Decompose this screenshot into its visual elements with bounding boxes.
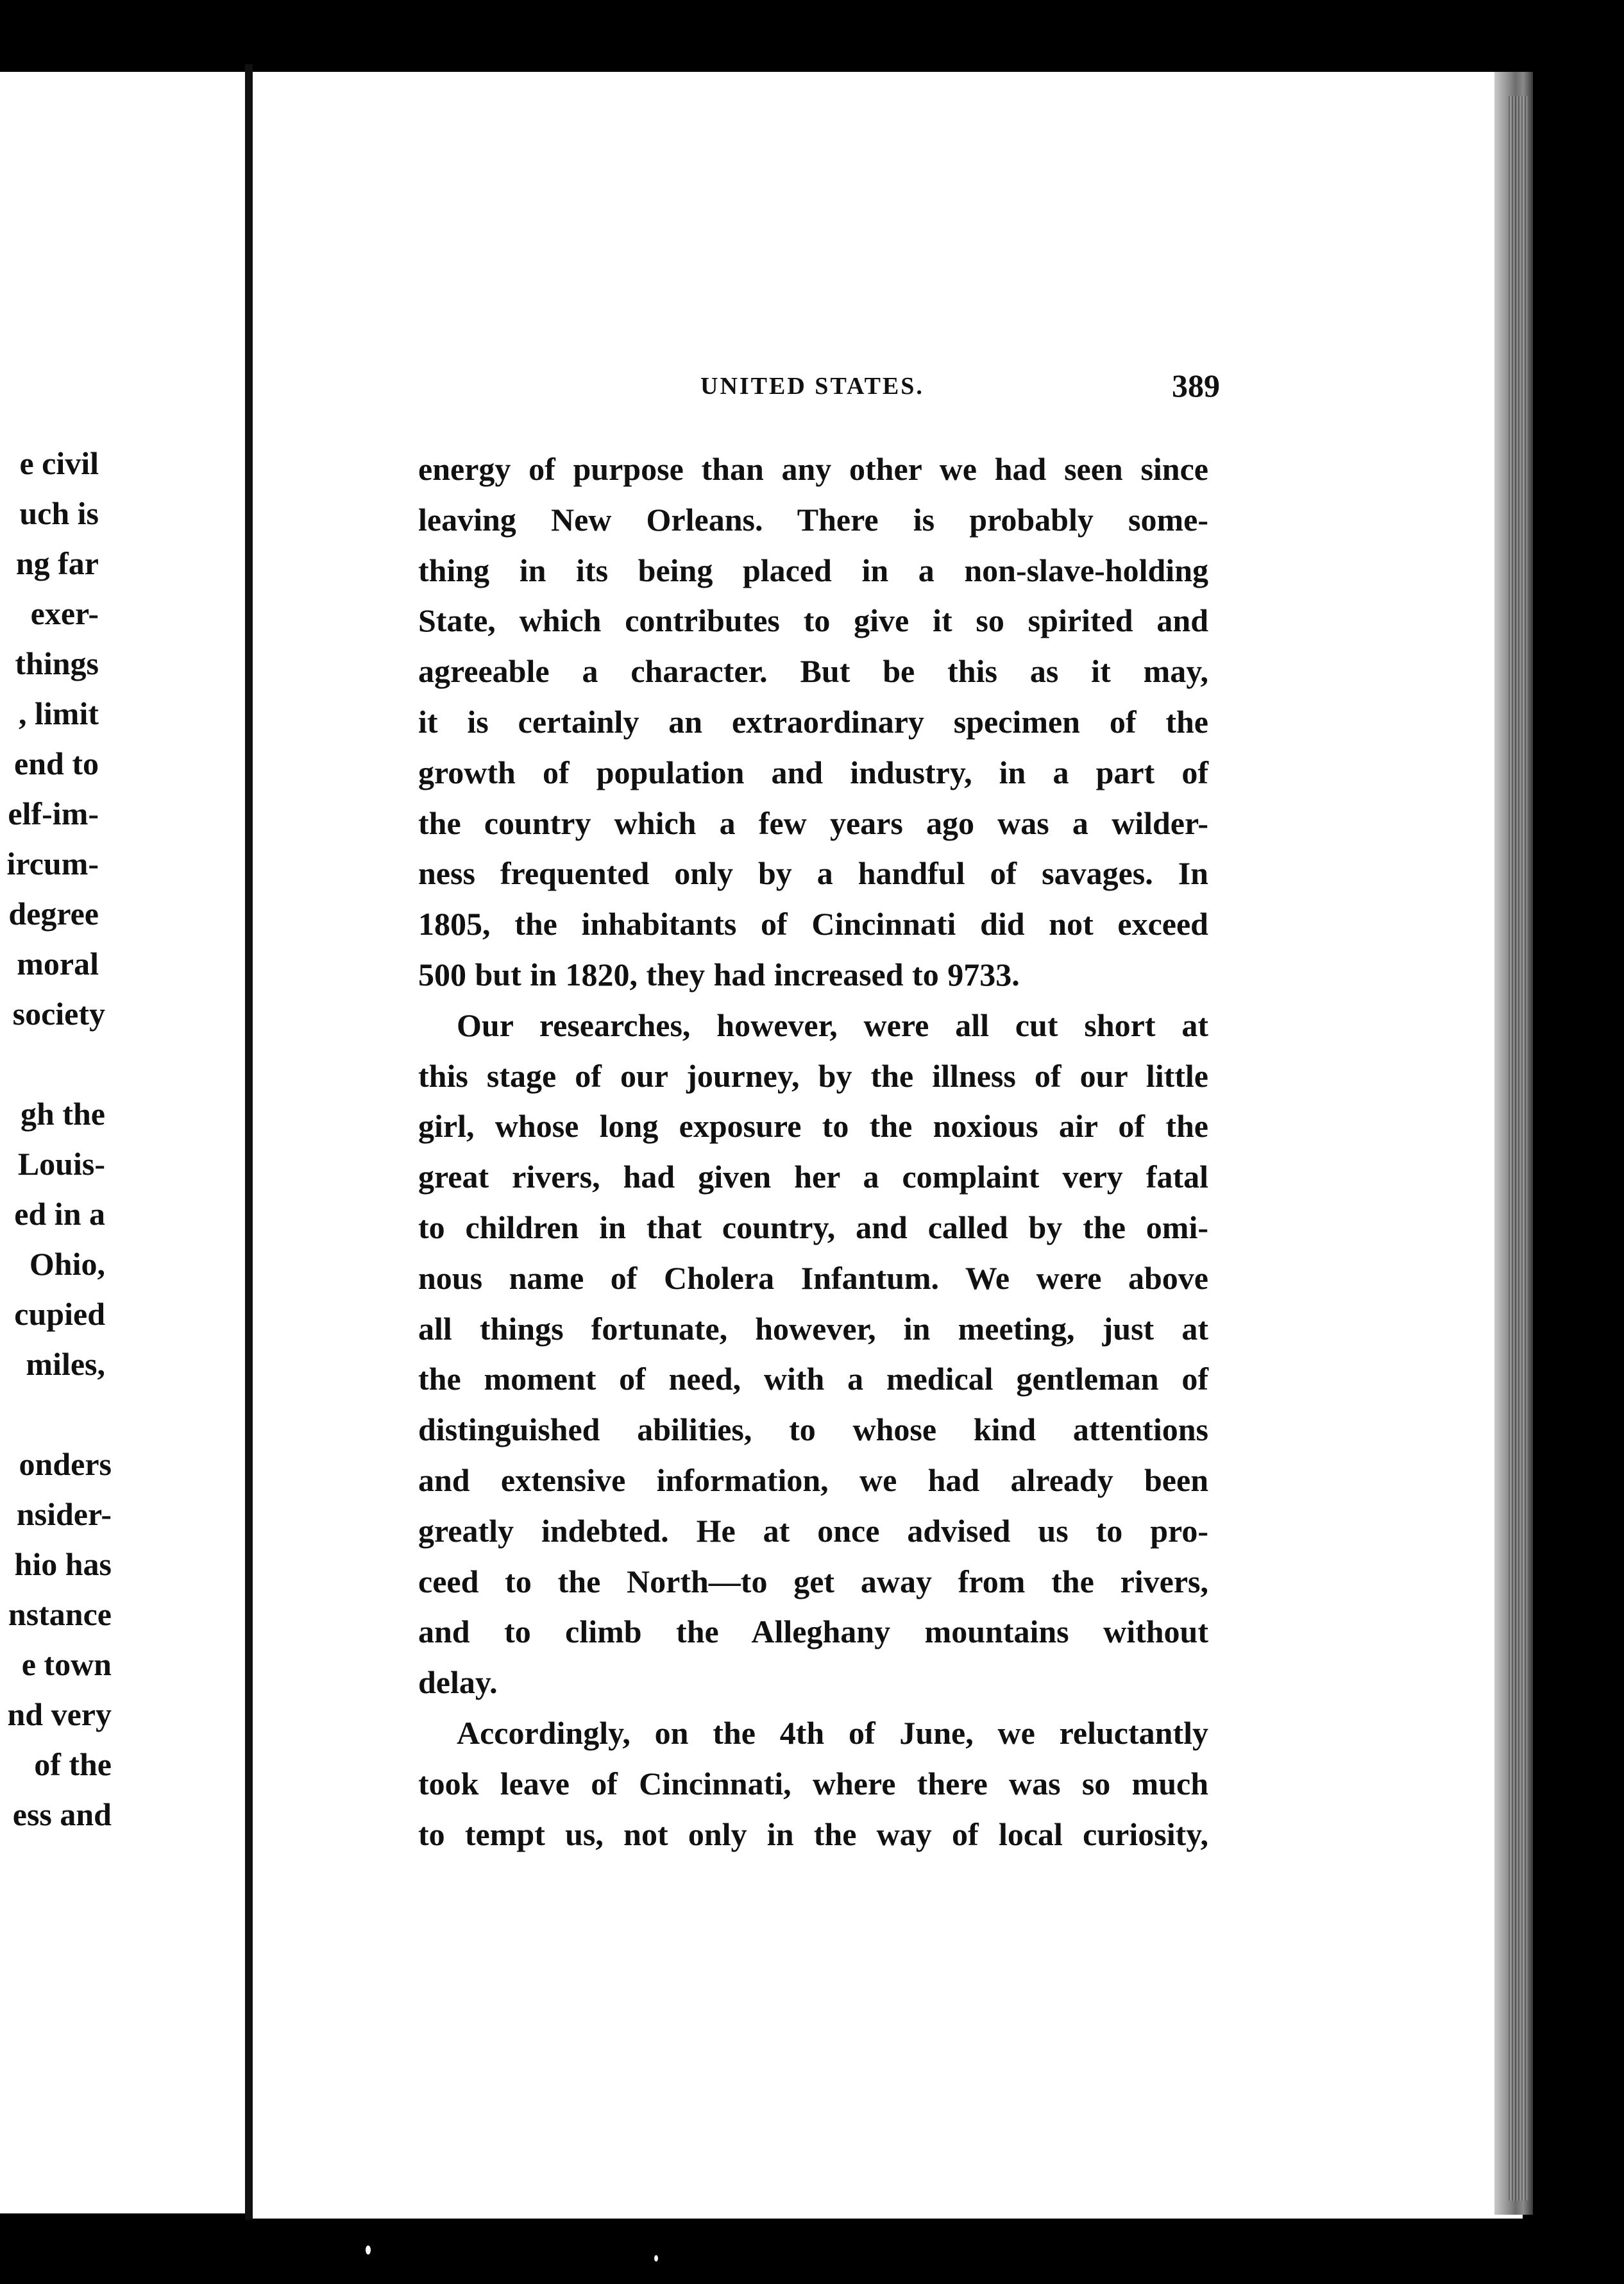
text-line: leaving New Orleans. There is probably some-	[418, 501, 1208, 538]
left-line: ed in a	[14, 1196, 105, 1232]
left-line: Ohio,	[29, 1246, 105, 1282]
text-line: 500 but in 1820, they had increased to 9733.	[418, 956, 1020, 993]
text-line: ceed to the North—to get away from the rivers,	[418, 1563, 1208, 1599]
paragraph-start-line: Our researches, however, were all cut short at	[457, 1007, 1208, 1043]
paragraph-start-line: Accordingly, on the 4th of June, we reluctantly	[457, 1714, 1208, 1751]
running-head	[700, 368, 1220, 411]
text-line: growth of population and industry, in a part of	[418, 754, 1208, 790]
left-line: miles,	[26, 1346, 105, 1382]
text-line: girl, whose long exposure to the noxious air of the	[418, 1108, 1208, 1145]
text-line: great rivers, had given her a complaint very fatal	[418, 1159, 1208, 1195]
left-line: e civil	[19, 445, 99, 481]
gutter	[245, 64, 253, 2220]
left-line: , limit	[19, 695, 99, 731]
left-line: end to	[14, 746, 99, 781]
page-edge-texture	[1509, 96, 1528, 2201]
text-line: nous name of Cholera Infantum. We were above	[418, 1259, 1208, 1296]
left-line: exer-	[30, 595, 99, 631]
left-line: Louis-	[17, 1146, 105, 1182]
page-number: 389	[1172, 368, 1220, 404]
left-line: gh the	[21, 1096, 105, 1132]
left-line: things	[15, 645, 99, 681]
left-line: uch is	[19, 495, 99, 531]
left-line: society	[12, 996, 105, 1032]
text-line: energy of purpose than any other we had seen since	[418, 451, 1208, 487]
scan-speck	[366, 2246, 371, 2254]
left-line: ess and	[12, 1796, 112, 1832]
text-line: to children in that country, and called by the omi-	[418, 1209, 1208, 1245]
left-line: hio has	[14, 1546, 112, 1582]
text-line: State, which contributes to give it so spirited and	[418, 602, 1208, 639]
text-line: delay.	[418, 1664, 498, 1701]
running-title: UNITED STATES.	[700, 373, 924, 400]
left-line: elf-im-	[8, 796, 99, 831]
left-line: ng far	[15, 545, 99, 581]
text-line: ness frequented only by a handful of savages. In	[418, 855, 1208, 892]
text-line: this stage of our journey, by the illness of our little	[418, 1057, 1208, 1094]
text-line: all things fortunate, however, in meeting, just at	[418, 1310, 1208, 1347]
text-line: greatly indebted. He at once advised us to pro-	[418, 1512, 1208, 1549]
scan-speck	[654, 2255, 658, 2262]
body-text	[418, 444, 1208, 1859]
left-line: nsider-	[16, 1496, 112, 1532]
left-line: onders	[19, 1446, 112, 1482]
left-line: ircum-	[6, 846, 99, 882]
left-line: cupied	[14, 1296, 105, 1332]
left-line: of the	[34, 1746, 112, 1782]
text-line: took leave of Cincinnati, where there was so much	[418, 1765, 1208, 1802]
text-line: 1805, the inhabitants of Cincinnati did not exceed	[418, 906, 1208, 942]
text-line: thing in its being placed in a non-slave-holding	[418, 552, 1208, 588]
text-line: agreeable a character. But be this as it may,	[418, 653, 1208, 690]
scan-speck	[417, 13, 422, 21]
left-line: nd very	[7, 1696, 112, 1732]
text-line: the moment of need, with a medical gentleman of	[418, 1361, 1208, 1397]
text-line: to tempt us, not only in the way of local curiosity,	[418, 1816, 1208, 1852]
text-line: and extensive information, we had already been	[418, 1462, 1208, 1498]
left-line: e town	[21, 1646, 112, 1682]
left-line: nstance	[8, 1596, 112, 1632]
left-line: degree	[8, 896, 99, 932]
text-line: the country which a few years ago was a wilder-	[418, 805, 1208, 841]
text-line: it is certainly an extraordinary specimen of the	[418, 703, 1208, 740]
left-page-fragment	[0, 72, 245, 2213]
left-line: moral	[17, 946, 99, 982]
text-line: and to climb the Alleghany mountains without	[418, 1614, 1208, 1650]
text-line: distinguished abilities, to whose kind attentions	[418, 1411, 1208, 1448]
